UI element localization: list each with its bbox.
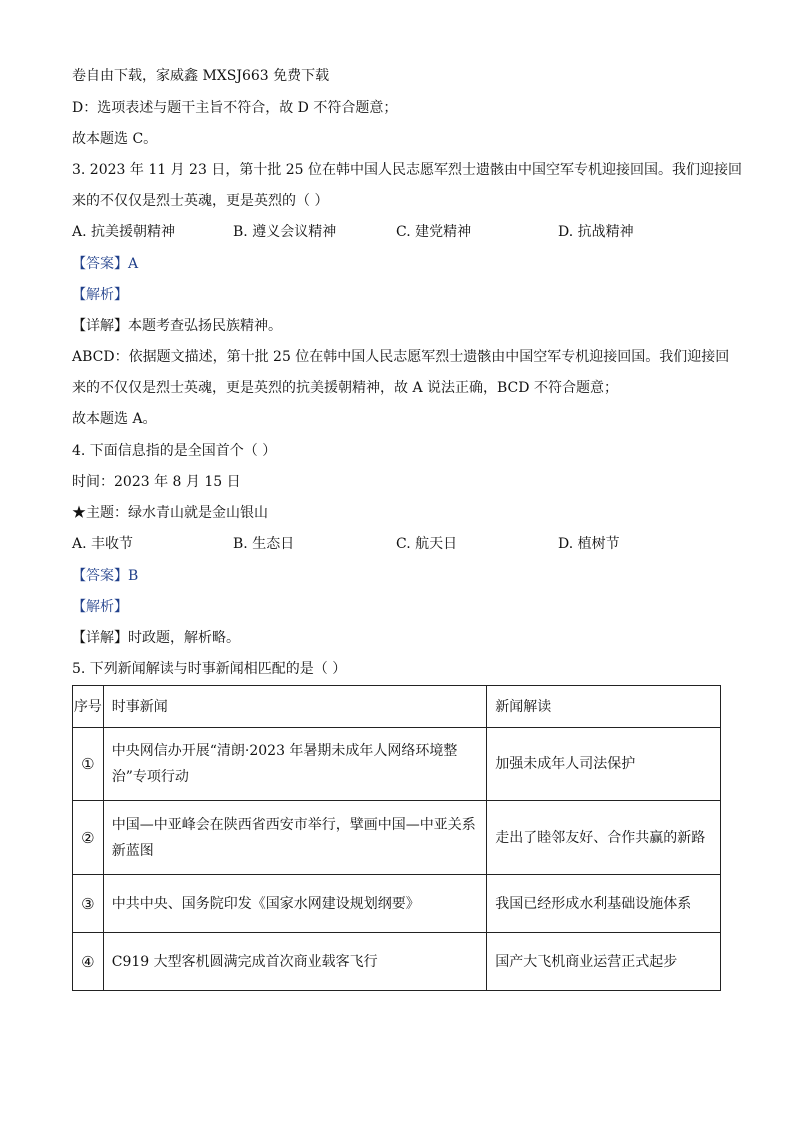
row-interpretation: 我国已经形成水利基础设施体系 (487, 875, 721, 933)
q4-answer: 【答案】B (72, 568, 139, 584)
q3-option-a: A. 抗美援朝精神 (72, 224, 176, 240)
row-interpretation: 走出了睦邻友好、合作共赢的新路 (487, 801, 721, 875)
row-number: ① (73, 728, 104, 801)
text-line: 卷自由下载，家威鑫 MXSJ663 免费下载 (72, 68, 330, 84)
question-3-stem-cont: 来的不仅仅是烈士英魂，更是英烈的（ ） (72, 193, 329, 209)
row-number: ④ (73, 933, 104, 991)
question-4-stem: 4. 下面信息指的是全国首个（ ） (72, 443, 277, 459)
row-interpretation: 加强未成年人司法保护 (487, 728, 721, 801)
row-interpretation: 国产大飞机商业运营正式起步 (487, 933, 721, 991)
q4-theme: ★主题：绿水青山就是金山银山 (72, 505, 268, 521)
row-news: 中央网信办开展“清朗·2023 年暑期未成年人网络环境整治”专项行动 (103, 728, 486, 801)
row-news: C919 大型客机圆满完成首次商业载客飞行 (103, 933, 486, 991)
table-row (73, 801, 721, 875)
q3-detail: 【详解】本题考查弘扬民族精神。 (72, 318, 282, 334)
table-row (73, 933, 721, 991)
table-row (73, 875, 721, 933)
q3-option-d: D. 抗战精神 (558, 224, 634, 240)
header-news: 时事新闻 (103, 686, 486, 728)
row-news: 中国—中亚峰会在陕西省西安市举行，擘画中国—中亚关系新蓝图 (103, 801, 486, 875)
question-3-stem: 3. 2023 年 11 月 23 日，第十批 25 位在韩中国人民志愿军烈士遗骸由中国空军专机迎接回国。我们迎接回 (72, 162, 743, 178)
header-no: 序号 (73, 686, 104, 728)
q3-answer: 【答案】A (72, 256, 139, 272)
table-header-row (73, 686, 721, 728)
q4-option-c: C. 航天日 (396, 536, 458, 552)
row-number: ③ (73, 875, 104, 933)
text-line: 故本题选 C。 (72, 131, 158, 147)
q3-analysis-heading: 【解析】 (72, 287, 128, 303)
row-number: ② (73, 801, 104, 875)
table-row (73, 728, 721, 801)
q3-explanation-cont: 来的不仅仅是烈士英魂，更是英烈的抗美援朝精神，故 A 说法正确，BCD 不符合题意； (72, 380, 618, 396)
q3-option-b: B. 遵义会议精神 (233, 224, 337, 240)
q3-explanation: ABCD：依据题文描述，第十批 25 位在韩中国人民志愿军烈士遗骸由中国空军专机迎接回国。我们迎接回 (72, 349, 730, 365)
q4-analysis-heading: 【解析】 (72, 599, 128, 615)
question-5-stem: 5. 下列新闻解读与时事新闻相匹配的是（ ） (72, 661, 347, 677)
q3-conclusion: 故本题选 A。 (72, 411, 157, 427)
q4-option-a: A. 丰收节 (72, 536, 134, 552)
q4-detail: 【详解】时政题，解析略。 (72, 630, 240, 646)
header-interpretation: 新闻解读 (487, 686, 721, 728)
q3-option-c: C. 建党精神 (396, 224, 472, 240)
text-line: D：选项表述与题干主旨不符合，故 D 不符合题意； (72, 100, 398, 116)
q4-option-b: B. 生态日 (233, 536, 295, 552)
q4-option-d: D. 植树节 (558, 536, 620, 552)
q4-time: 时间：2023 年 8 月 15 日 (72, 474, 241, 490)
row-news: 中共中央、国务院印发《国家水网建设规划纲要》 (103, 875, 486, 933)
news-table (72, 685, 721, 991)
